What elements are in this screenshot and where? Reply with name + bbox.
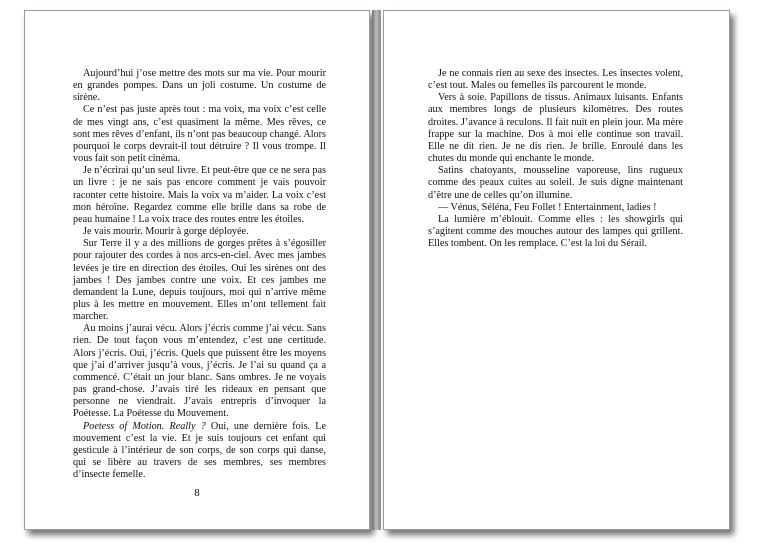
left-page-text [73, 68, 326, 481]
paragraph-rest: Oui, une dernière fois. Le mouvement c’est la vie. Et je suis toujours cet enfant qui gesticule à l’intérieur de son corps, de son corps qui danse, qui se libère au travers de ses membres, ses membres d’insecte femelle. [73, 420, 326, 481]
paragraph: Sur Terre il y a des millions de gorges prêtes à s’égosiller pour rajouter des cordes à nos arcs-en-ciel. Avec mes jambes levées je tire en direction des étoiles. Oui les sirènes ont des jambes ! Des jambes contre une voix. Et ces jambes me demandent la Lune, depuis toujours, moi qui n’arrive même plus à les mettre en mouvement. Elles m’ont tellement fait marcher. [73, 238, 326, 323]
paragraph: Satins chatoyants, mousseline vaporeuse, lins rugueux comme des peaux cuites au soleil. Je suis digne maintenant d’être une de celles qu’on illumine. [428, 165, 683, 201]
paragraph: Aujourd’hui j’ose mettre des mots sur ma vie. Pour mourir en grandes pompes. Dans un joli costume. Un costume de sirène. [73, 68, 326, 104]
left-page [24, 10, 370, 530]
book-gutter [372, 10, 381, 530]
paragraph: — Vénus, Séléna, Feu Follet ! Entertainment, ladies ! [438, 201, 657, 213]
paragraph: Au moins j’aurai vécu. Alors j’écris comme j’ai vécu. Sans rien. De tout façon vous m’entendez, c’est une certitude. Alors j’écris. Oui, j’écris. Quels que puissent être les moyens que j’ai d’arriver jusqu’à vous, j’écris. Je l’ai su quand ça a commencé. C’était un jour blanc. Sans ombres. Je ne voyais pas grand-chose. J’avais tiré les rideaux en pensant que personne ne viendrait. J’avais entrepris d’invoquer la Poétesse. La Poétesse du Mouvement. [73, 323, 326, 420]
paragraph: Je ne connais rien au sexe des insectes. Les insectes volent, c’est tout. Males ou femelles ils parcourent le monde. [428, 68, 683, 92]
paragraph: Ce n’est pas juste après tout : ma voix, ma voix c’est celle de mes vingt ans, c’est quasiment la même. Mes rêves, ce sont mes rêves d’enfant, ils n’ont pas beaucoup changé. Alors pourquoi le corps devrait-il tout détruire ? Il vous trompe. Il vous fait son petit cinéma. [73, 104, 326, 165]
right-page-text [428, 68, 683, 250]
right-page [383, 10, 730, 530]
page-number: 8 [194, 487, 200, 499]
paragraph: Je n’écrirai qu’un seul livre. Et peut-être que ce ne sera pas un livre : je ne sais pas encore comment je vais pouvoir raconter cette histoire. Mais la voix va m’aider. La voix c’est mon héroïne. Regardez comme elle brille dans sa robe de peau humaine ! La voix trace des routes entre les étoiles. [73, 165, 326, 225]
paragraph-with-italic [73, 421, 326, 482]
italic-phrase: Poetess of Motion. Really ? [83, 420, 206, 432]
paragraph: Je vais mourir. Mourir à gorge déployée. [83, 226, 249, 238]
paragraph: La lumière m’éblouit. Comme elles : les showgirls qui s’agitent comme des mouches autour des lampes qui grillent. Elles tombent. On les remplace. C’est la loi du Sérail. [428, 213, 683, 250]
paragraph: Vers à soie. Papillons de tissus. Animaux luisants. Enfants aux membres longs de plusieurs kilomètres. Des routes droites. J’avance à reculons. Il fait nuit en plein jour. Ma mère frappe sur la machine. Dos à moi elle continue son travail. Elle ne dit rien. Je ne dis rien. Je brille. Enroulé dans les chutes du monde qui enchante le monde. [428, 92, 683, 165]
